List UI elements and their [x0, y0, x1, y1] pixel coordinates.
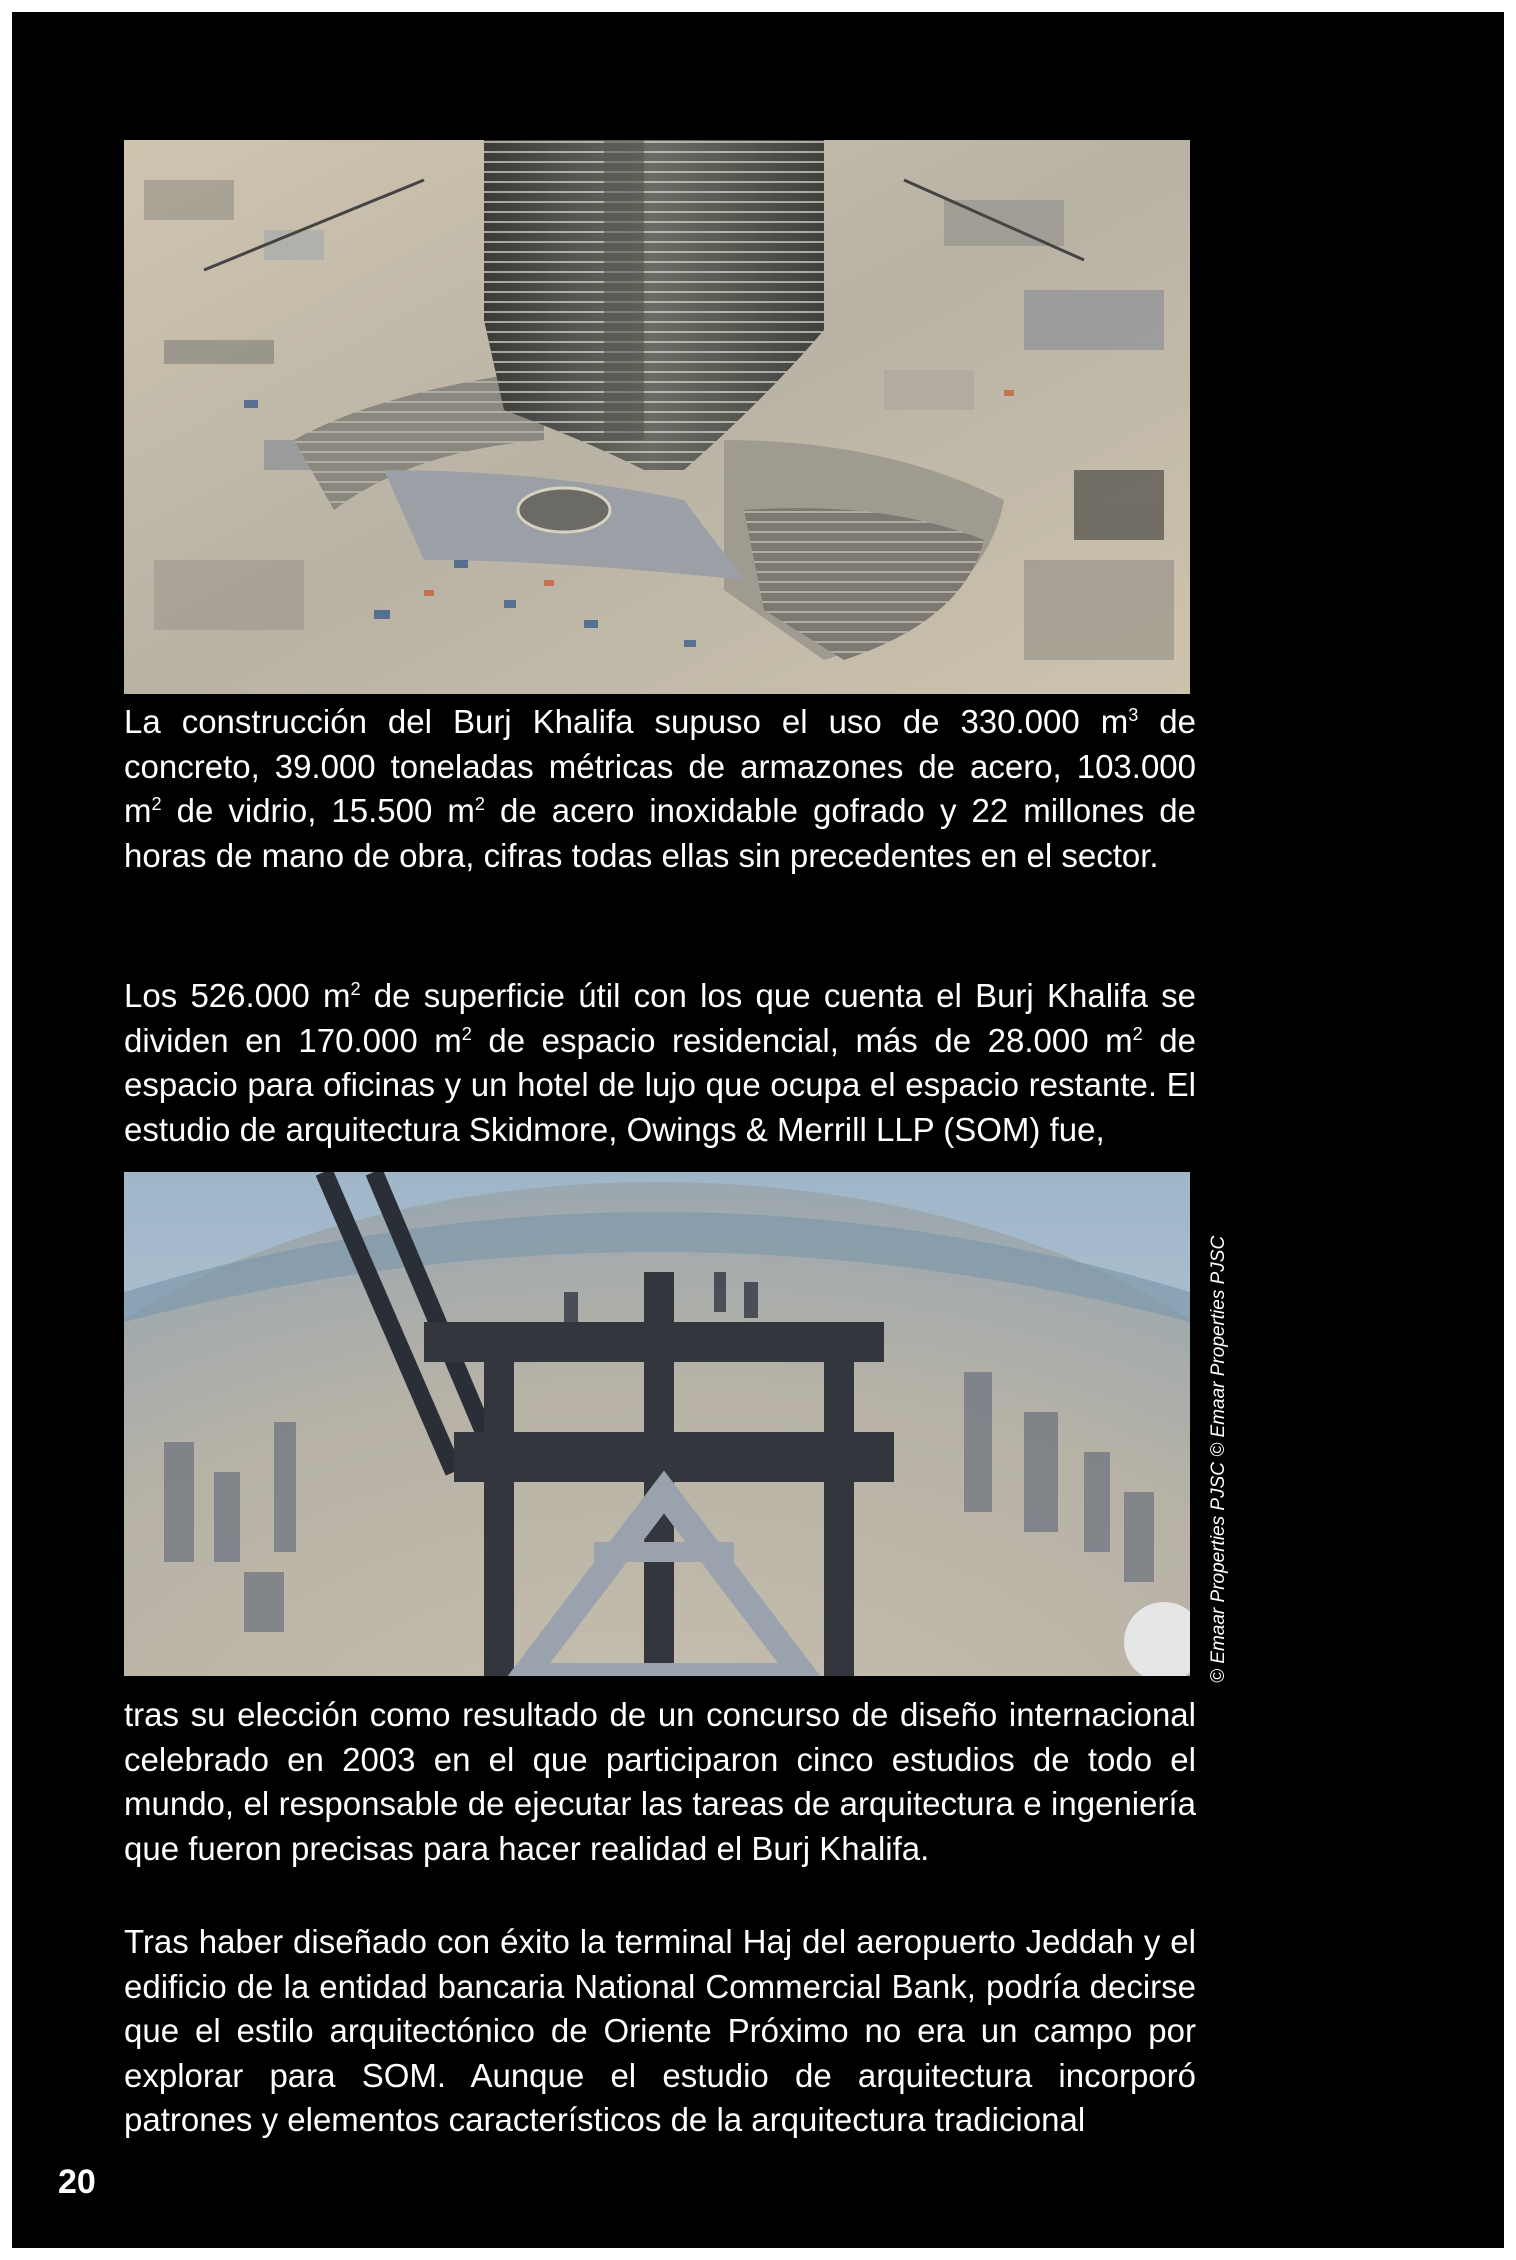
paragraph-3: tras su elección como resultado de un concurso de diseño internacional celebrado en 2003 en el que participaron cinco estudios de todo el mundo, el responsable de ejecutar las tareas de arquitectura e ingeniería que fueron precisas para hacer realidad el Burj Khalifa. [124, 1696, 1196, 1867]
construction-site-photo [124, 140, 1190, 694]
paragraph-1: La construcción del Burj Khalifa supuso el uso de 330.000 $m^3$ de concreto, 39.000 toneladas métricas de armazones de acero, 103.000 $m^2$ de vidrio, 15.500 $m^2$ de acero inoxidable gofrado y 22 millones de horas de mano de obra, cifras todas ellas sin precedentes en el sector. [124, 703, 1197, 874]
page-number: 20 [58, 2163, 96, 2201]
paragraph-2: Los 526.000 $m^2$ de superficie útil con los que cuenta el Burj Khalifa se dividen en 170.000 $m^2$ de espacio residencial, más de 28.000 $m^2$ de espacio para oficinas y un hotel de lujo que ocupa el espacio restante. El estudio de arquitectura Skidmore, Owings & Merrill LLP (SOM) fue, [124, 977, 1197, 1148]
tower-top-photo [124, 1172, 1190, 1676]
paragraph-4: Tras haber diseñado con éxito la terminal Haj del aeropuerto Jeddah y el edificio de la entidad bancaria National Commercial Bank, podría decirse que el estilo arquitectónico de Oriente Próximo no era un campo por explorar para SOM. Aunque el estudio de arquitectura incorporó patrones y elementos característicos de la arquitectura tradicional [124, 1923, 1196, 2138]
photo-credit: © Emaar Properties PJSC © Emaar Properties PJSC [1208, 1235, 1229, 1683]
